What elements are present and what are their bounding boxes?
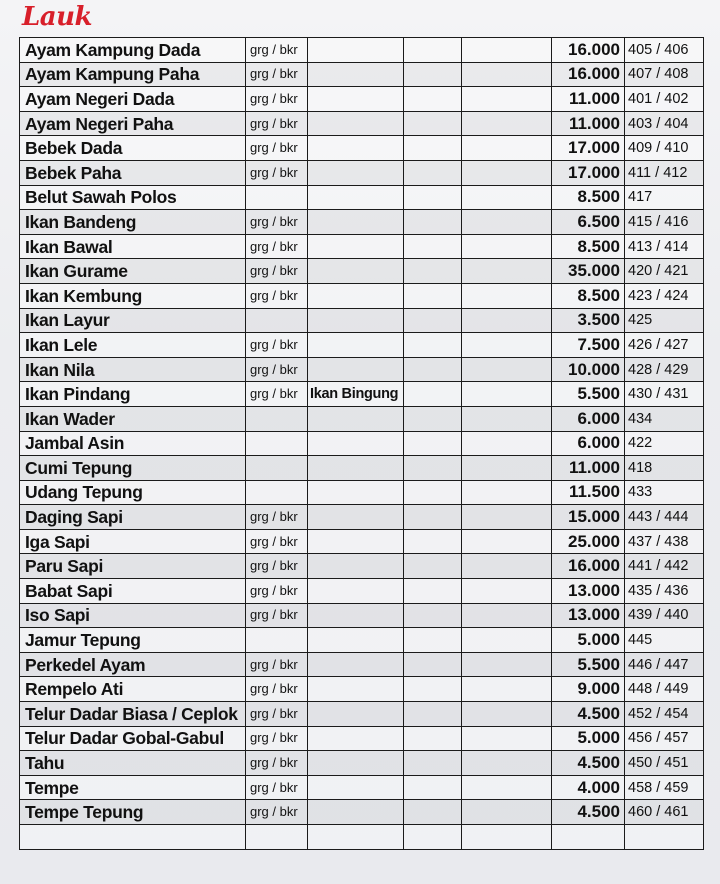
table-row	[20, 210, 704, 235]
item-extra	[308, 726, 404, 751]
item-option: grg / bkr	[246, 800, 308, 825]
item-price: 11.000	[552, 456, 625, 481]
item-extra	[308, 825, 404, 850]
item-name: Ikan Gurame	[20, 259, 246, 284]
table-row	[20, 628, 704, 653]
blank-cell	[462, 283, 552, 308]
item-code: 456 / 457	[625, 726, 704, 751]
blank-cell	[462, 456, 552, 481]
item-name: Ikan Layur	[20, 308, 246, 333]
item-code: 403 / 404	[625, 111, 704, 136]
item-name: Iso Sapi	[20, 603, 246, 628]
blank-cell	[462, 554, 552, 579]
item-code: 437 / 438	[625, 529, 704, 554]
item-price: 8.500	[552, 185, 625, 210]
item-code: 439 / 440	[625, 603, 704, 628]
item-extra: Ikan Bingung	[308, 382, 404, 407]
item-name: Udang Tepung	[20, 480, 246, 505]
item-option: grg / bkr	[246, 603, 308, 628]
item-price: 11.500	[552, 480, 625, 505]
item-extra	[308, 136, 404, 161]
table-row	[20, 308, 704, 333]
item-name: Telur Dadar Gobal-Gabul	[20, 726, 246, 751]
item-name: Ayam Kampung Paha	[20, 62, 246, 87]
item-price: 9.000	[552, 677, 625, 702]
item-option: grg / bkr	[246, 382, 308, 407]
blank-cell	[462, 431, 552, 456]
item-option: grg / bkr	[246, 333, 308, 358]
table-row	[20, 775, 704, 800]
blank-cell	[462, 382, 552, 407]
menu-table	[19, 37, 704, 850]
item-name: Jamur Tepung	[20, 628, 246, 653]
item-option: grg / bkr	[246, 751, 308, 776]
blank-cell	[404, 603, 462, 628]
item-extra	[308, 480, 404, 505]
blank-cell	[404, 111, 462, 136]
item-price: 6.000	[552, 431, 625, 456]
item-extra	[308, 259, 404, 284]
item-option: grg / bkr	[246, 529, 308, 554]
item-name: Ikan Pindang	[20, 382, 246, 407]
item-name: Daging Sapi	[20, 505, 246, 530]
item-name: Bebek Paha	[20, 160, 246, 185]
table-row	[20, 357, 704, 382]
blank-cell	[462, 579, 552, 604]
table-row	[20, 554, 704, 579]
item-extra	[308, 210, 404, 235]
item-extra	[308, 529, 404, 554]
item-price	[552, 825, 625, 850]
item-option: grg / bkr	[246, 283, 308, 308]
blank-cell	[404, 431, 462, 456]
item-price: 25.000	[552, 529, 625, 554]
item-extra	[308, 111, 404, 136]
item-option	[246, 628, 308, 653]
item-name: Ikan Kembung	[20, 283, 246, 308]
blank-cell	[462, 259, 552, 284]
item-code: 411 / 412	[625, 160, 704, 185]
table-row	[20, 136, 704, 161]
item-extra	[308, 431, 404, 456]
item-extra	[308, 677, 404, 702]
blank-cell	[462, 136, 552, 161]
blank-cell	[404, 136, 462, 161]
item-option: grg / bkr	[246, 234, 308, 259]
item-code: 426 / 427	[625, 333, 704, 358]
blank-cell	[462, 603, 552, 628]
item-code: 409 / 410	[625, 136, 704, 161]
blank-cell	[462, 751, 552, 776]
item-extra	[308, 87, 404, 112]
item-name: Ikan Wader	[20, 406, 246, 431]
table-row	[20, 677, 704, 702]
blank-cell	[462, 357, 552, 382]
item-price: 11.000	[552, 111, 625, 136]
table-row	[20, 185, 704, 210]
item-option	[246, 480, 308, 505]
item-price: 4.500	[552, 751, 625, 776]
item-code: 430 / 431	[625, 382, 704, 407]
item-price: 17.000	[552, 136, 625, 161]
blank-cell	[404, 751, 462, 776]
item-price: 4.500	[552, 800, 625, 825]
blank-cell	[462, 333, 552, 358]
blank-cell	[404, 210, 462, 235]
item-extra	[308, 702, 404, 727]
item-extra	[308, 603, 404, 628]
item-code: 401 / 402	[625, 87, 704, 112]
blank-cell	[404, 579, 462, 604]
item-option: grg / bkr	[246, 505, 308, 530]
blank-cell	[404, 505, 462, 530]
blank-cell	[404, 726, 462, 751]
item-price: 6.000	[552, 406, 625, 431]
blank-cell	[462, 234, 552, 259]
table-row	[20, 529, 704, 554]
blank-cell	[404, 87, 462, 112]
item-option: grg / bkr	[246, 87, 308, 112]
item-price: 17.000	[552, 160, 625, 185]
blank-cell	[404, 554, 462, 579]
item-code: 445	[625, 628, 704, 653]
item-name: Babat Sapi	[20, 579, 246, 604]
item-code: 452 / 454	[625, 702, 704, 727]
item-price: 5.500	[552, 382, 625, 407]
item-price: 8.500	[552, 234, 625, 259]
item-option: grg / bkr	[246, 62, 308, 87]
item-option: grg / bkr	[246, 38, 308, 63]
item-name: Rempelo Ati	[20, 677, 246, 702]
table-row	[20, 702, 704, 727]
blank-cell	[462, 38, 552, 63]
item-option	[246, 825, 308, 850]
blank-cell	[462, 628, 552, 653]
table-row	[20, 62, 704, 87]
item-code: 423 / 424	[625, 283, 704, 308]
blank-cell	[404, 38, 462, 63]
blank-cell	[404, 775, 462, 800]
blank-cell	[404, 160, 462, 185]
item-price: 5.000	[552, 726, 625, 751]
item-code: 405 / 406	[625, 38, 704, 63]
item-name: Ikan Bawal	[20, 234, 246, 259]
item-name: Bebek Dada	[20, 136, 246, 161]
table-row	[20, 333, 704, 358]
blank-cell	[404, 677, 462, 702]
item-code: 435 / 436	[625, 579, 704, 604]
blank-cell	[462, 308, 552, 333]
item-option: grg / bkr	[246, 554, 308, 579]
item-price: 4.500	[552, 702, 625, 727]
item-code: 441 / 442	[625, 554, 704, 579]
blank-cell	[462, 87, 552, 112]
item-name: Ikan Lele	[20, 333, 246, 358]
item-code: 417	[625, 185, 704, 210]
item-extra	[308, 357, 404, 382]
table-row	[20, 726, 704, 751]
blank-cell	[462, 529, 552, 554]
blank-cell	[404, 333, 462, 358]
item-name: Tahu	[20, 751, 246, 776]
blank-cell	[404, 825, 462, 850]
item-option: grg / bkr	[246, 579, 308, 604]
item-price: 8.500	[552, 283, 625, 308]
item-price: 4.000	[552, 775, 625, 800]
blank-cell	[462, 825, 552, 850]
blank-cell	[462, 160, 552, 185]
blank-cell	[462, 800, 552, 825]
item-option: grg / bkr	[246, 677, 308, 702]
item-code: 448 / 449	[625, 677, 704, 702]
table-row	[20, 751, 704, 776]
item-name	[20, 825, 246, 850]
blank-cell	[462, 505, 552, 530]
item-extra	[308, 800, 404, 825]
item-price: 7.500	[552, 333, 625, 358]
item-code	[625, 825, 704, 850]
item-code: 415 / 416	[625, 210, 704, 235]
item-code: 422	[625, 431, 704, 456]
item-price: 15.000	[552, 505, 625, 530]
blank-cell	[462, 111, 552, 136]
blank-cell	[404, 234, 462, 259]
item-name: Jambal Asin	[20, 431, 246, 456]
item-extra	[308, 333, 404, 358]
item-option: grg / bkr	[246, 259, 308, 284]
blank-cell	[404, 628, 462, 653]
item-code: 425	[625, 308, 704, 333]
item-code: 434	[625, 406, 704, 431]
blank-cell	[404, 357, 462, 382]
item-code: 420 / 421	[625, 259, 704, 284]
blank-cell	[404, 185, 462, 210]
table-row	[20, 87, 704, 112]
item-option: grg / bkr	[246, 136, 308, 161]
item-extra	[308, 652, 404, 677]
table-row	[20, 603, 704, 628]
item-extra	[308, 579, 404, 604]
table-row	[20, 579, 704, 604]
blank-cell	[462, 677, 552, 702]
item-extra	[308, 628, 404, 653]
item-code: 428 / 429	[625, 357, 704, 382]
item-extra	[308, 160, 404, 185]
item-option	[246, 185, 308, 210]
item-option: grg / bkr	[246, 702, 308, 727]
item-option	[246, 406, 308, 431]
item-price: 3.500	[552, 308, 625, 333]
item-price: 5.500	[552, 652, 625, 677]
table-row	[20, 652, 704, 677]
item-code: 446 / 447	[625, 652, 704, 677]
item-code: 407 / 408	[625, 62, 704, 87]
table-row	[20, 160, 704, 185]
blank-cell	[404, 62, 462, 87]
item-extra	[308, 456, 404, 481]
item-extra	[308, 283, 404, 308]
table-row	[20, 259, 704, 284]
item-extra	[308, 234, 404, 259]
item-name: Ayam Negeri Paha	[20, 111, 246, 136]
item-name: Ikan Bandeng	[20, 210, 246, 235]
blank-cell	[404, 283, 462, 308]
blank-cell	[462, 210, 552, 235]
table-row	[20, 234, 704, 259]
item-option: grg / bkr	[246, 111, 308, 136]
item-code: 458 / 459	[625, 775, 704, 800]
table-row	[20, 480, 704, 505]
blank-cell	[462, 726, 552, 751]
table-row	[20, 505, 704, 530]
blank-cell	[404, 529, 462, 554]
table-row	[20, 111, 704, 136]
item-option: grg / bkr	[246, 357, 308, 382]
item-price: 6.500	[552, 210, 625, 235]
item-code: 443 / 444	[625, 505, 704, 530]
blank-cell	[462, 480, 552, 505]
blank-cell	[462, 406, 552, 431]
item-extra	[308, 505, 404, 530]
item-price: 35.000	[552, 259, 625, 284]
item-extra	[308, 751, 404, 776]
blank-cell	[404, 382, 462, 407]
section-title: Lauk	[22, 2, 93, 32]
blank-cell	[462, 702, 552, 727]
item-extra	[308, 38, 404, 63]
item-extra	[308, 62, 404, 87]
table-row	[20, 431, 704, 456]
item-name: Belut Sawah Polos	[20, 185, 246, 210]
item-option: grg / bkr	[246, 652, 308, 677]
blank-cell	[404, 456, 462, 481]
item-name: Perkedel Ayam	[20, 652, 246, 677]
item-option: grg / bkr	[246, 160, 308, 185]
item-name: Tempe	[20, 775, 246, 800]
item-name: Iga Sapi	[20, 529, 246, 554]
table-row	[20, 38, 704, 63]
item-extra	[308, 554, 404, 579]
item-code: 460 / 461	[625, 800, 704, 825]
blank-cell	[404, 800, 462, 825]
item-name: Telur Dadar Biasa / Ceplok	[20, 702, 246, 727]
blank-cell	[462, 775, 552, 800]
item-code: 433	[625, 480, 704, 505]
blank-cell	[404, 308, 462, 333]
item-option: grg / bkr	[246, 726, 308, 751]
item-extra	[308, 308, 404, 333]
table-row	[20, 382, 704, 407]
blank-cell	[404, 259, 462, 284]
blank-cell	[404, 652, 462, 677]
item-option	[246, 308, 308, 333]
item-option	[246, 456, 308, 481]
item-option: grg / bkr	[246, 775, 308, 800]
blank-cell	[462, 185, 552, 210]
item-code: 418	[625, 456, 704, 481]
item-name: Cumi Tepung	[20, 456, 246, 481]
table-row	[20, 406, 704, 431]
item-price: 16.000	[552, 38, 625, 63]
item-option: grg / bkr	[246, 210, 308, 235]
table-row	[20, 456, 704, 481]
item-price: 16.000	[552, 62, 625, 87]
item-extra	[308, 406, 404, 431]
table-row	[20, 825, 704, 850]
blank-cell	[462, 652, 552, 677]
blank-cell	[462, 62, 552, 87]
item-option	[246, 431, 308, 456]
item-name: Tempe Tepung	[20, 800, 246, 825]
item-code: 413 / 414	[625, 234, 704, 259]
item-price: 16.000	[552, 554, 625, 579]
item-name: Paru Sapi	[20, 554, 246, 579]
item-price: 11.000	[552, 87, 625, 112]
item-price: 13.000	[552, 579, 625, 604]
item-code: 450 / 451	[625, 751, 704, 776]
table-row	[20, 800, 704, 825]
blank-cell	[404, 702, 462, 727]
item-name: Ikan Nila	[20, 357, 246, 382]
item-name: Ayam Negeri Dada	[20, 87, 246, 112]
blank-cell	[404, 406, 462, 431]
item-extra	[308, 185, 404, 210]
item-price: 5.000	[552, 628, 625, 653]
table-row	[20, 283, 704, 308]
item-price: 10.000	[552, 357, 625, 382]
blank-cell	[404, 480, 462, 505]
item-extra	[308, 775, 404, 800]
item-name: Ayam Kampung Dada	[20, 38, 246, 63]
item-price: 13.000	[552, 603, 625, 628]
